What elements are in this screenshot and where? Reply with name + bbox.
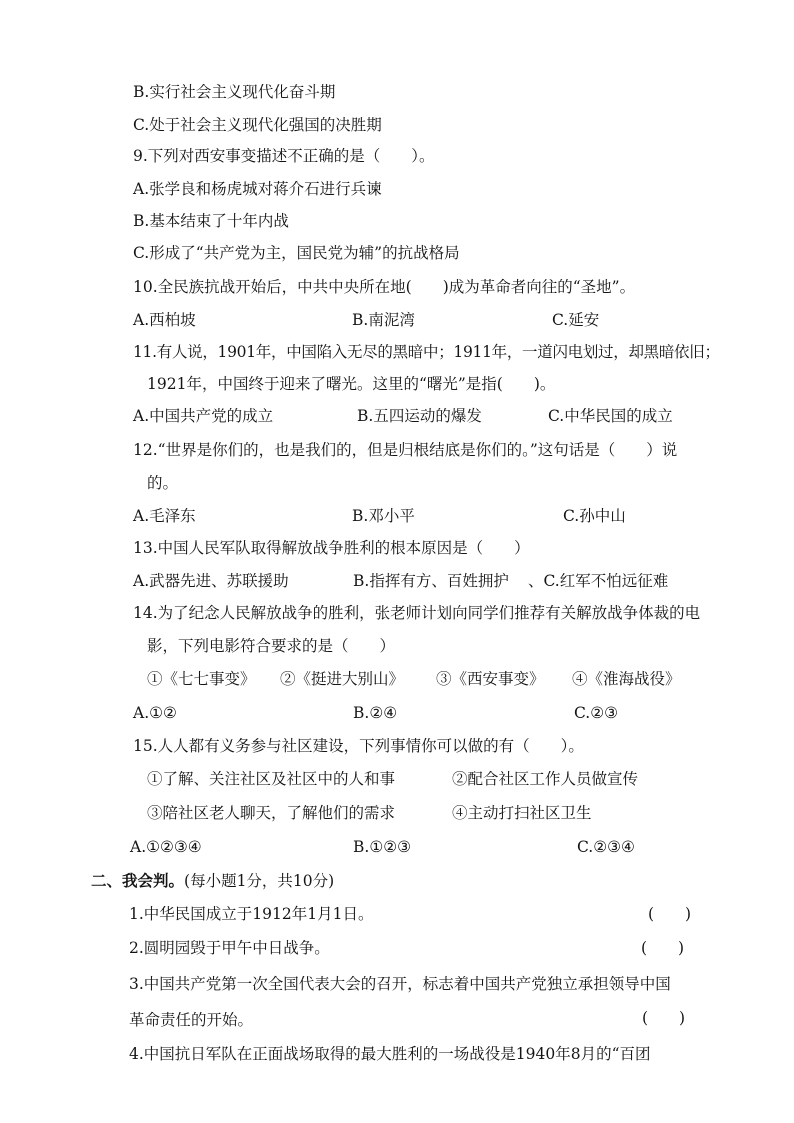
- section2-header: [91, 871, 334, 891]
- judge-3-line2: 革命责任的开始。: [129, 1011, 254, 1029]
- judge-1-answer-parens[interactable]: ( ): [648, 905, 692, 923]
- q10-option-c: C.延安: [552, 311, 600, 329]
- q12-option-b: B.邓小平: [352, 507, 415, 525]
- judge-3-line1: 3.中国共产党第一次全国代表大会的召开，标志着中国共产党独立承担领导中国: [129, 975, 671, 993]
- q9-option-a: A.张学良和杨虎城对蒋介石进行兵谏: [133, 180, 382, 198]
- q11-stem-line1: 11.有人说，1901年，中国陷入无尽的黑暗中；1911年，一道闪电划过，却黑暗依旧；: [133, 343, 720, 361]
- q11-option-b: B.五四运动的爆发: [357, 407, 482, 425]
- q15-item-3: ③陪社区老人聊天，了解他们的需求: [147, 804, 396, 822]
- section2-heading: 二、我会判。: [91, 871, 185, 890]
- judge-2: 2.圆明园毁于甲午中日战争。: [129, 939, 330, 957]
- q12-option-c: C.孙中山: [563, 507, 626, 525]
- q15-option-b: B.①②③: [353, 838, 412, 856]
- q9-option-b: B.基本结束了十年内战: [133, 212, 289, 230]
- judge-1: 1.中华民国成立于1912年1月1日。: [129, 905, 374, 923]
- q14-option-a: A.①②: [133, 704, 177, 722]
- q14-stem-line2: 影，下列电影符合要求的是（ ）: [147, 637, 396, 655]
- q11-option-a: A.中国共产党的成立: [133, 407, 274, 425]
- q15-item-1: ①了解、关注社区及社区中的人和事: [147, 770, 396, 788]
- q11-option-c: C.中华民国的成立: [548, 407, 673, 425]
- q12-stem-line1: 12.“世界是你们的，也是我们的，但是归根结底是你们的。”这句话是（ ）说: [133, 441, 678, 459]
- q14-film-4: ④《淮海战役》: [572, 670, 681, 688]
- q13-option-c: 、C.红军不怕远征难: [528, 572, 669, 590]
- q12-stem-line2: 的。: [147, 474, 179, 492]
- q15-option-c: C.②③④: [577, 838, 635, 856]
- q15-item-4: ④主动打扫社区卫生: [452, 804, 592, 822]
- q14-film-3: ③《西安事变》: [436, 670, 545, 688]
- q9-stem: 9.下列对西安事变描述不正确的是（ ）。: [133, 147, 435, 165]
- q8-option-c: C.处于社会主义现代化强国的决胜期: [133, 116, 382, 134]
- q13-option-b: B.指挥有方、百姓拥护: [353, 572, 509, 590]
- q14-film-1: ①《七七事变》: [147, 670, 256, 688]
- q13-stem: 13.中国人民军队取得解放战争胜利的根本原因是（ ）: [133, 539, 530, 557]
- q15-item-2: ②配合社区工作人员做宣传: [452, 770, 639, 788]
- q12-option-a: A.毛泽东: [133, 507, 196, 525]
- q10-option-b: B.南泥湾: [352, 311, 415, 329]
- section2-scoring: (每小题1分，共10分): [184, 872, 335, 890]
- q15-option-a: A.①②③④: [130, 838, 202, 856]
- judge-2-answer-parens[interactable]: ( ): [641, 939, 685, 957]
- q14-stem-line1: 14.为了纪念人民解放战争的胜利，张老师计划向同学们推荐有关解放战争体裁的电: [133, 604, 701, 622]
- q9-option-c: C.形成了“共产党为主，国民党为辅”的抗战格局: [133, 244, 460, 262]
- q14-option-b: B.②④: [353, 704, 398, 722]
- q15-stem: 15.人人都有义务参与社区建设，下列事情你可以做的有（ ）。: [133, 737, 584, 755]
- q10-option-a: A.西柏坡: [133, 311, 196, 329]
- q8-option-b: B.实行社会主义现代化奋斗期: [133, 83, 336, 101]
- judge-3-answer-parens[interactable]: ( ): [642, 1009, 686, 1027]
- q13-option-a: A.武器先进、苏联援助: [133, 572, 289, 590]
- q11-stem-line2: 1921年，中国终于迎来了曙光。这里的“曙光”是指( )。: [147, 375, 556, 393]
- q14-film-2: ②《挺进大别山》: [280, 670, 405, 688]
- q10-stem: 10.全民族抗战开始后，中共中央所在地( )成为革命者向往的“圣地”。: [133, 278, 636, 296]
- q14-option-c: C.②③: [574, 704, 619, 722]
- judge-4-line1: 4.中国抗日军队在正面战场取得的最大胜利的一场战役是1940年8月的“百团: [129, 1045, 651, 1063]
